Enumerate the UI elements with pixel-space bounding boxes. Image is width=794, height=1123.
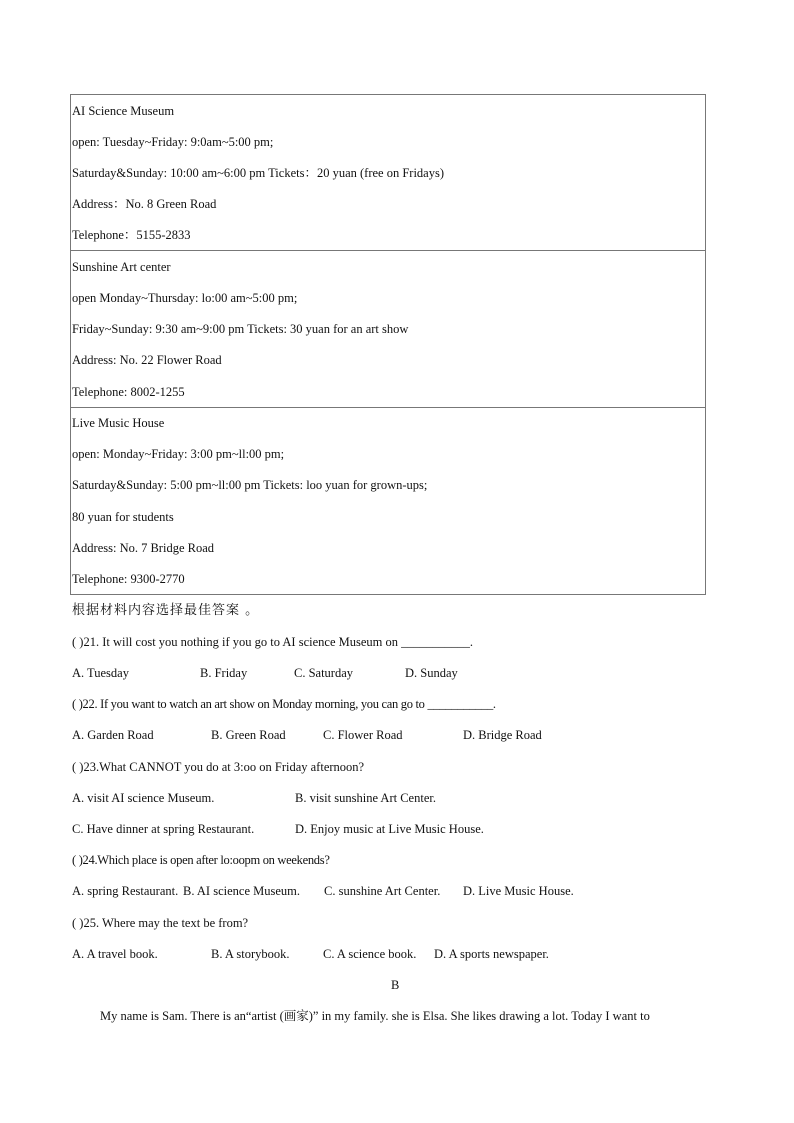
venue-line: Address: No. 7 Bridge Road bbox=[72, 541, 214, 555]
venue-box-3 bbox=[70, 407, 706, 595]
venue-line: open Monday~Thursday: lo:00 am~5:00 pm; bbox=[72, 291, 298, 305]
option: B. visit sunshine Art Center. bbox=[295, 791, 436, 805]
option: C. Flower Road bbox=[323, 728, 403, 742]
venue-line: Address: No. 22 Flower Road bbox=[72, 353, 222, 367]
instruction: 根据材料内容选择最佳答案 。 bbox=[72, 603, 260, 618]
option: B. Green Road bbox=[211, 728, 286, 742]
question-stem: ( )23.What CANNOT you do at 3:oo on Friday afternoon? bbox=[72, 760, 365, 774]
venue-line: Telephone: 8002-1255 bbox=[72, 385, 185, 399]
venue-line: Saturday&Sunday: 10:00 am~6:00 pm Tickets：20 yuan (free on Fridays) bbox=[72, 166, 445, 180]
venue-line: open: Tuesday~Friday: 9:0am~5:00 pm; bbox=[72, 135, 274, 149]
venue-line: Address：No. 8 Green Road bbox=[72, 197, 217, 211]
question-stem: ( )22. If you want to watch an art show on Monday morning, you can go to ___________. bbox=[72, 697, 496, 711]
option: A. Tuesday bbox=[72, 666, 129, 680]
venue-line: open: Monday~Friday: 3:00 pm~ll:00 pm; bbox=[72, 447, 285, 461]
option: D. A sports newspaper. bbox=[434, 947, 549, 961]
venue-name: AI Science Museum bbox=[72, 104, 175, 118]
option: C. sunshine Art Center. bbox=[324, 884, 441, 898]
venue-line: Telephone: 9300-2770 bbox=[72, 572, 185, 586]
option: D. Enjoy music at Live Music House. bbox=[295, 822, 484, 836]
option: A. spring Restaurant. bbox=[72, 884, 179, 898]
venue-line: Saturday&Sunday: 5:00 pm~ll:00 pm Tickets: loo yuan for grown-ups; bbox=[72, 478, 428, 492]
question-stem: ( )25. Where may the text be from? bbox=[72, 916, 249, 930]
option: D. Live Music House. bbox=[463, 884, 574, 898]
venue-name: Sunshine Art center bbox=[72, 260, 171, 274]
section-heading: B bbox=[391, 978, 400, 992]
venue-line: Telephone：5155-2833 bbox=[72, 228, 191, 242]
option: D. Bridge Road bbox=[463, 728, 542, 742]
option: C. Saturday bbox=[294, 666, 354, 680]
venue-line: Friday~Sunday: 9:30 am~9:00 pm Tickets: 30 yuan for an art show bbox=[72, 322, 409, 336]
option: A. Garden Road bbox=[72, 728, 154, 742]
option: A. visit AI science Museum. bbox=[72, 791, 215, 805]
question-stem: ( )21. It will cost you nothing if you go to AI science Museum on ___________. bbox=[72, 635, 474, 649]
option: C. A science book. bbox=[323, 947, 417, 961]
option: B. A storybook. bbox=[211, 947, 290, 961]
question-stem: ( )24.Which place is open after lo:oopm on weekends? bbox=[72, 853, 330, 867]
passage-paragraph: My name is Sam. There is an“artist (画家)” in my family. she is Elsa. She likes drawing a lot. Today I want to bbox=[100, 1009, 650, 1023]
option: B. AI science Museum. bbox=[183, 884, 300, 898]
option: B. Friday bbox=[200, 666, 248, 680]
option: A. A travel book. bbox=[72, 947, 158, 961]
venue-line: 80 yuan for students bbox=[72, 510, 174, 524]
option: C. Have dinner at spring Restaurant. bbox=[72, 822, 255, 836]
option: D. Sunday bbox=[405, 666, 458, 680]
venue-name: Live Music House bbox=[72, 416, 165, 430]
